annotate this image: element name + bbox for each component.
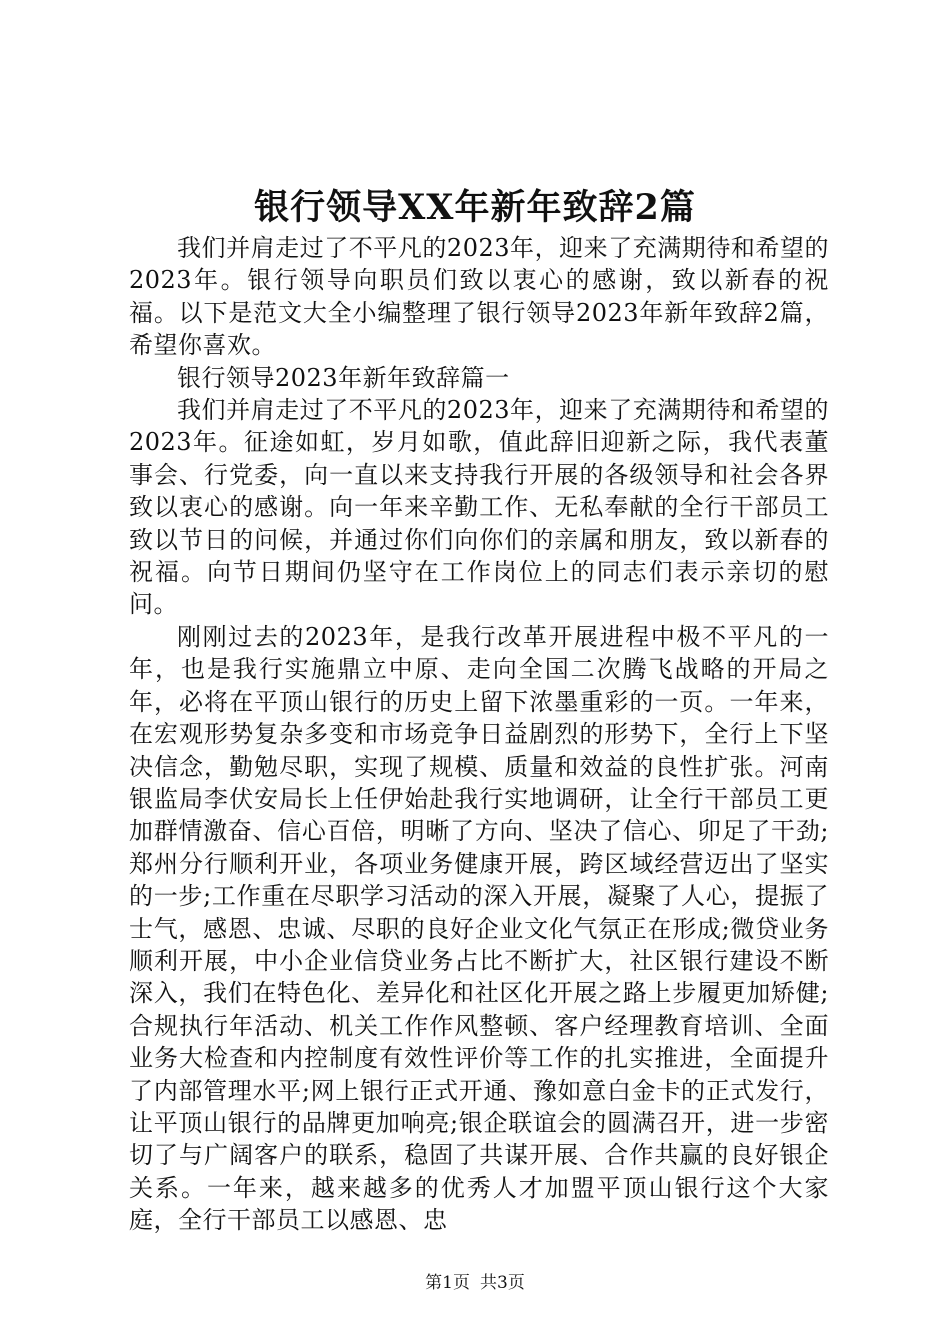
section-heading: 银行领导2023年新年致辞篇一 — [177, 363, 510, 392]
intro-paragraph: 我们并肩走过了不平凡的2023年，迎来了充满期待和希望的2023年。银行领导向职员们致以衷心的感谢，致以新春的祝福。以下是范文大全小编整理了银行领导2023年新年致辞2篇，希望你喜欢。 — [129, 234, 829, 360]
document-body — [129, 232, 829, 1237]
document-title: 银行领导XX年新年致辞2篇 — [254, 187, 696, 228]
page-total: 共3页 — [480, 1273, 525, 1293]
body-paragraph: 我们并肩走过了不平凡的2023年，迎来了充满期待和希望的2023年。征途如虹，岁月如歌，值此辞旧迎新之际，我代表董事会、行党委，向一直以来支持我行开展的各级领导和社会各界致以衷心的感谢。向一年来辛勤工作、无私奉献的全行干部员工致以节日的问候，并通过你们向你们的亲属和朋友，致以新春的祝福。向节日期间仍坚守在工作岗位上的同志们表示亲切的慰问。 — [129, 396, 829, 619]
page-footer — [0, 1271, 950, 1295]
body-paragraph: 刚刚过去的2023年，是我行改革开展进程中极不平凡的一年，也是我行实施鼎立中原、走向全国二次腾飞战略的开局之年，必将在平顶山银行的历史上留下浓墨重彩的一页。一年来，在宏观形势复杂多变和市场竞争日益剧烈的形势下，全行上下坚决信念，勤勉尽职，实现了规模、质量和效益的良性扩张。河南银监局李伏安局长上任伊始赴我行实地调研，让全行干部员工更加群情激奋、信心百倍，明晰了方向、坚决了信心、卯足了干劲;郑州分行顺利开业，各项业务健康开展，跨区域经营迈出了坚实的一步;工作重在尽职学习活动的深入开展，凝聚了人心，提振了士气，感恩、忠诚、尽职的良好企业文化气氛正在形成;微贷业务顺利开展，中小企业信贷业务占比不断扩大，社区银行建设不断深入，我们在特色化、差异化和社区化开展之路上步履更加矫健;合规执行年活动、机关工作作风整顿、客户经理教育培训、全面业务大检查和内控制度有效性评价等工作的扎实推进，全面提升了内部管理水平;网上银行正式开通、豫如意白金卡的正式发行，让平顶山银行的品牌更加响亮;银企联谊会的圆满召开，进一步密切了与广阔客户的联系，稳固了共谋开展、合作共赢的良好银企关系。一年来，越来越多的优秀人才加盟平顶山银行这个大家庭，全行干部员工以感恩、忠 — [129, 622, 829, 1235]
page-number: 第1页 — [425, 1273, 470, 1293]
